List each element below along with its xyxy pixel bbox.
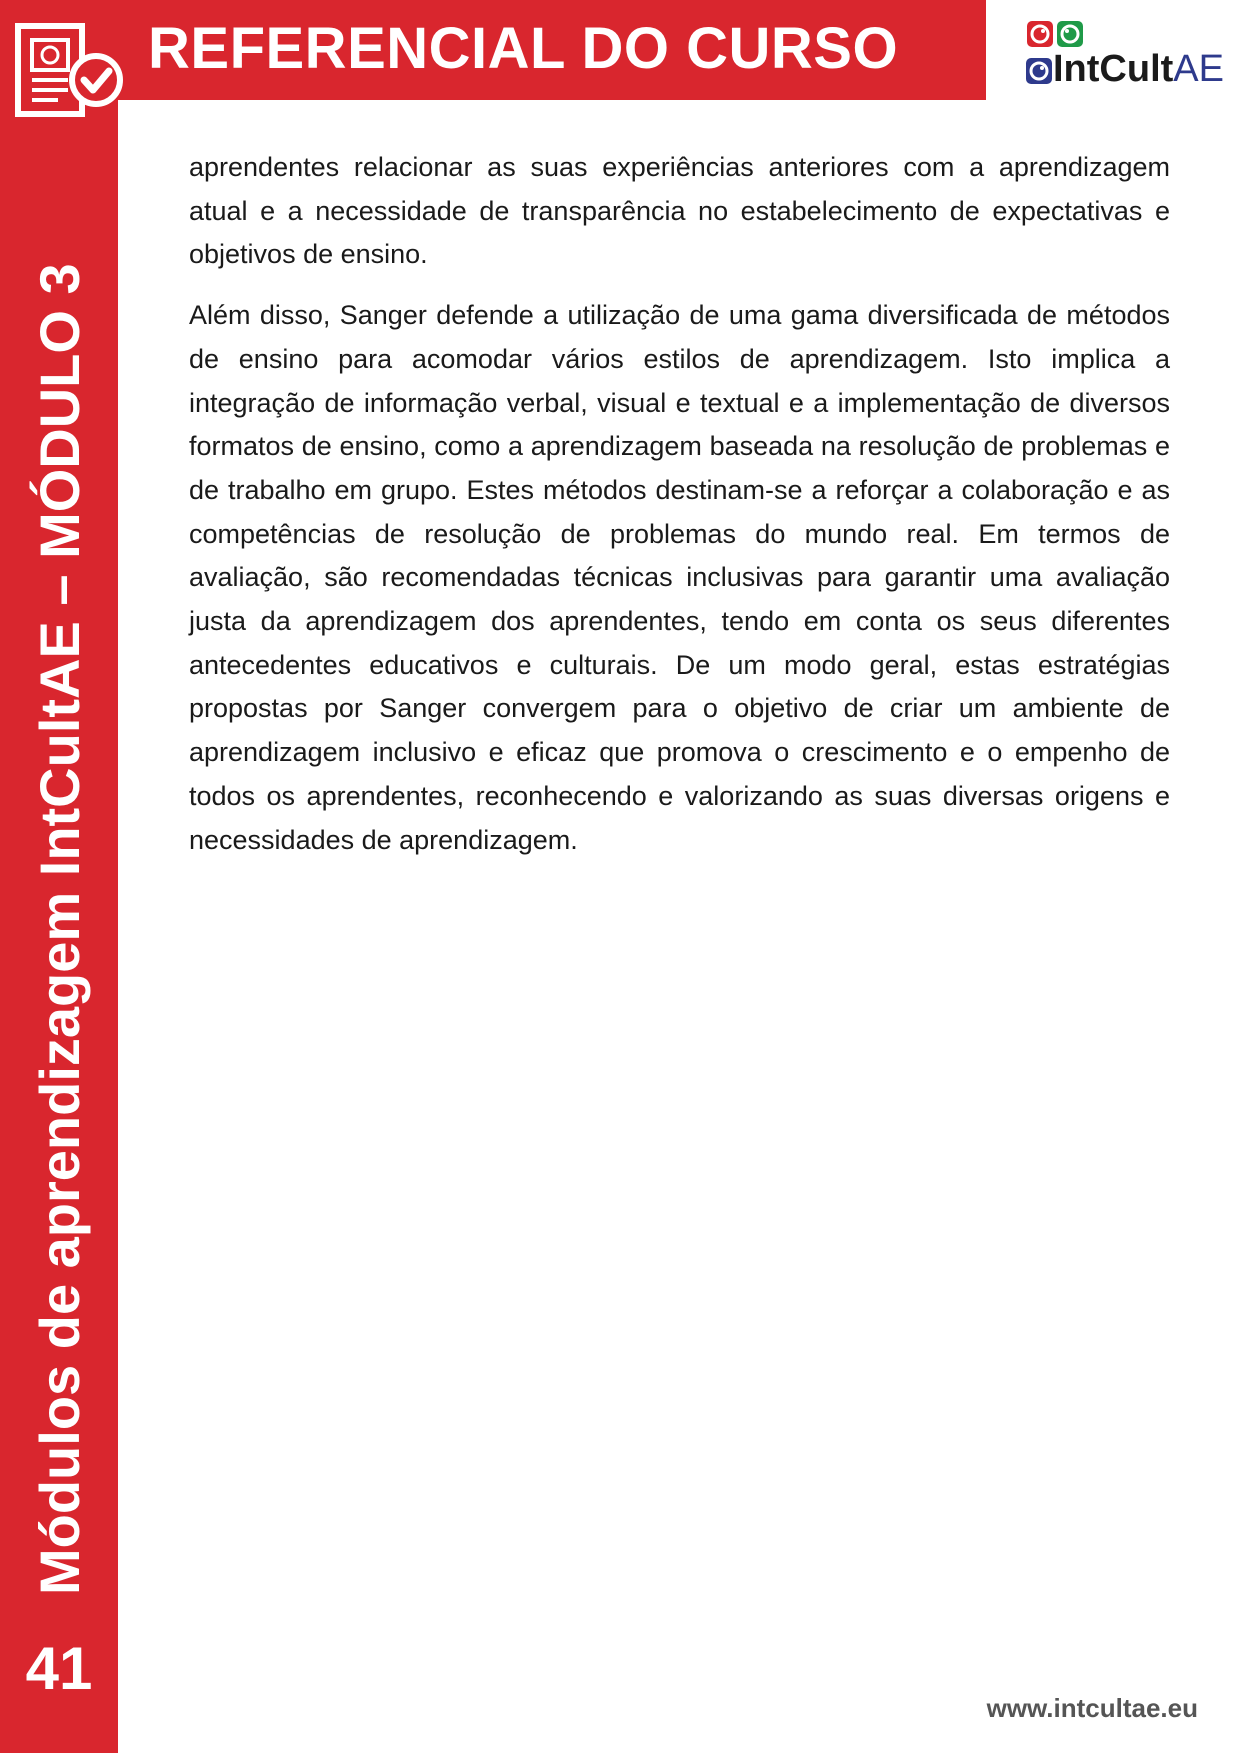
logo-text-light: AE [1173, 48, 1224, 90]
document-checkmark-icon [14, 22, 126, 132]
logo-c-badge-icon [1026, 58, 1052, 84]
page-header-title: REFERENCIAL DO CURSO [148, 16, 899, 81]
logo-wordmark [1026, 46, 1224, 92]
logo-text-strong: IntCult [1053, 48, 1174, 90]
body-text [189, 146, 1170, 879]
footer-url: www.intcultae.eu [986, 1693, 1198, 1723]
sidebar-vertical-title: Módulos de aprendizagem IntCultAE – MÓDULO 3 [28, 263, 91, 1595]
intcultae-logo [1022, 16, 1232, 92]
paragraph: Além disso, Sanger defende a utilização de uma gama diversificada de métodos de ensino para acomodar vários estilos de aprendizagem. Isto implica a integração de informação verbal, visual e textual e a implementação de diversos formatos de ensino, como a aprendizagem baseada na resolução de problemas e de trabalho em grupo. Estes métodos destinam-se a reforçar a colaboração e as competências de resolução de problemas do mundo real. Em termos de avaliação, são recomendadas técnicas inclusivas para garantir uma avaliação justa da aprendizagem dos aprendentes, tendo em conta os seus diferentes antecedentes educativos e culturais. De um modo geral, estas estratégias propostas por Sanger convergem para o objetivo de criar um ambiente de aprendizagem inclusivo e eficaz que promova o crescimento e o empenho de todos os aprendentes, reconhecendo e valorizando as suas diversas origens e necessidades de aprendizagem. [189, 300, 1170, 855]
paragraph: aprendentes relacionar as suas experiências anteriores com a aprendizagem atual e a necessidade de transparência no estabelecimento de expectativas e objetivos de ensino. [189, 152, 1170, 270]
page-number: 41 [25, 1635, 93, 1702]
